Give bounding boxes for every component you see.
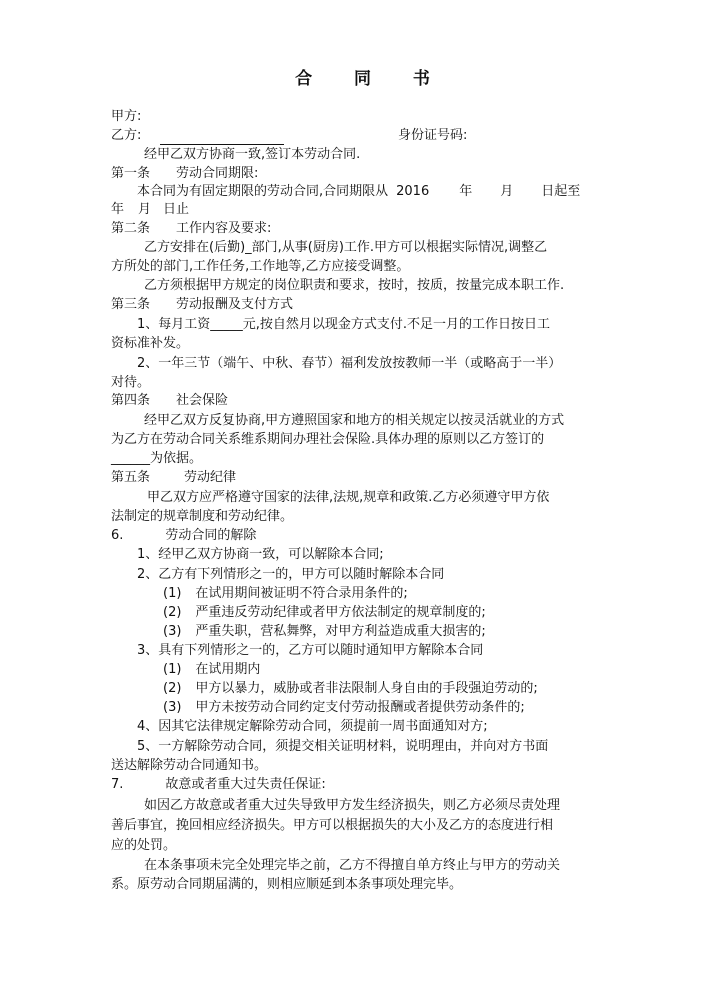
start-day-label: 日起至 (541, 184, 581, 199)
article-6-number: 6. (111, 528, 124, 543)
article-2-heading (111, 220, 271, 238)
page-title (0, 64, 725, 89)
article-3-para-2a: 2、一年三节（端午、中秋、春节）福利发放按教师一半（或略高于一半） (137, 356, 562, 371)
article-3-heading (111, 296, 293, 314)
article-6-item-2: 2、乙方有下列情形之一的，甲方可以随时解除本合同 (137, 567, 445, 582)
id-number-label: 身份证号码: (398, 128, 468, 143)
article-6-item-3: 3、具有下列情形之一的，乙方可以随时通知甲方解除本合同 (137, 643, 484, 658)
party-b-label: 乙方: (111, 128, 142, 143)
article-6-item-5b: 送达解除劳动合同通知书。 (111, 758, 268, 773)
article-5-para-1a: 甲乙双方应严格遵守国家的法律,法规,规章和政策.乙方必须遵守甲方依 (147, 490, 550, 505)
item-text: 在试用期间被证明不符合录用条件的; (195, 586, 408, 601)
article-7-para-2a: 在本条事项未完全处理完毕之前，乙方不得擅自单方终止与甲方的劳动关 (144, 858, 561, 873)
item-text: 甲方未按劳动合同约定支付劳动报酬或者提供劳动条件的; (195, 700, 525, 715)
item-number: (1) (163, 662, 182, 677)
article-2-para-2: 乙方须根据甲方规定的岗位职责和要求，按时，按质，按量完成本职工作. (144, 278, 565, 293)
article-6-item-2-3 (163, 623, 486, 641)
article-6-title: 劳动合同的解除 (165, 528, 257, 543)
item-number: (3) (163, 624, 182, 639)
item-number: (2) (163, 681, 182, 696)
article-2-para-1a: 乙方安排在(后勤)_部门,从事(厨房)工作.甲方可以根据实际情况,调整乙 (144, 240, 548, 255)
article-3-number: 第三条 (111, 297, 151, 312)
article-4-heading: 第四条 社会保险 (111, 393, 229, 408)
article-7-para-1c: 应的处罚。 (111, 838, 177, 853)
article-5-heading (111, 469, 236, 487)
article-4-para-1b: 为乙方在劳动合同关系维系期间办理社会保险.具体办理的原则以乙方签订的 (111, 432, 545, 447)
start-year-label: 年 (459, 184, 473, 199)
article-5-number: 第五条 (111, 470, 151, 485)
article-1-line-2 (111, 201, 189, 219)
item-text: 在试用期内 (195, 662, 261, 677)
article-1-line-1 (137, 183, 580, 201)
title-char-3: 书 (412, 69, 430, 89)
article-6-item-2-1 (163, 585, 408, 603)
article-6-item-3-1 (163, 661, 260, 679)
article-7-title: 故意或者重大过失责任保证: (165, 777, 326, 792)
article-7-para-1a: 如因乙方故意或者重大过失导致甲方发生经济损失，则乙方必须尽责处理 (144, 798, 561, 813)
article-6-item-5a: 5、一方解除劳动合同，须提交相关证明材料，说明理由，并向对方书面 (137, 739, 549, 754)
id-number-line (398, 127, 467, 145)
intro-text: 经甲乙双方协商一致,签订本劳动合同. (144, 147, 361, 162)
item-number: (1) (163, 586, 182, 601)
article-6-item-4: 4、因其它法律规定解除劳动合同，须提前一周书面通知对方; (137, 719, 488, 734)
party-a-label: 甲方: (111, 109, 142, 124)
item-number: (3) (163, 700, 182, 715)
title-char-2: 同 (354, 69, 371, 89)
article-2-title: 工作内容及要求: (176, 221, 272, 236)
article-1-heading (111, 165, 258, 183)
party-b-name-blank (160, 131, 284, 145)
article-3-para-1b: 资标准补发。 (111, 336, 190, 351)
article-3-title: 劳动报酬及支付方式 (176, 297, 294, 312)
start-year: 2016 (396, 184, 430, 199)
article-7-para-2b: 系。原劳动合同期届满的，则相应顺延到本条事项处理完毕。 (111, 877, 463, 892)
article-6-item-1: 1、经甲乙双方协商一致，可以解除本合同; (137, 547, 384, 562)
article-2-para-1b: 方所处的部门,工作任务,工作地等,乙方应接受调整。 (111, 259, 410, 274)
end-day-label: 日止 (163, 202, 190, 217)
article-4-para-1c: ______为依据。 (111, 451, 203, 466)
article-7-heading (111, 776, 326, 794)
end-month-label: 月 (138, 202, 152, 217)
article-3-para-2b: 对待。 (111, 375, 151, 390)
article-5-title: 劳动纪律 (184, 470, 237, 485)
article-1-text: 本合同为有固定期限的劳动合同,合同期限从 (137, 184, 389, 199)
item-text: 严重违反劳动纪律或者甲方依法制定的规章制度的; (195, 605, 486, 620)
article-1-title: 劳动合同期限: (176, 166, 259, 181)
article-7-para-1b: 善后事宜，挽回相应经济损失。甲方可以根据损失的大小及乙方的态度进行相 (111, 818, 554, 833)
start-month-label: 月 (500, 184, 514, 199)
article-5-para-1b: 法制定的规章制度和劳动纪律。 (111, 509, 294, 524)
article-3-para-1a: 1、每月工资_____元,按自然月以现金方式支付.不足一月的工作日按日工 (137, 317, 551, 332)
article-4-para-1a: 经甲乙双方反复协商,甲方遵照国家和地方的相关规定以按灵活就业的方式 (144, 413, 565, 428)
item-text: 甲方以暴力，威胁或者非法限制人身自由的手段强迫劳动的; (195, 681, 538, 696)
article-1-number: 第一条 (111, 166, 151, 181)
article-6-item-2-2 (163, 604, 486, 622)
title-char-1: 合 (295, 69, 313, 89)
item-number: (2) (163, 605, 182, 620)
item-text: 严重失职，营私舞弊，对甲方利益造成重大损害的; (195, 624, 486, 639)
party-b-line (111, 127, 284, 145)
article-6-item-3-3 (163, 699, 525, 717)
end-year-label: 年 (111, 202, 125, 217)
party-a-line (111, 108, 141, 126)
article-6-item-3-2 (163, 680, 538, 698)
article-6-heading (111, 527, 256, 545)
article-2-number: 第二条 (111, 221, 151, 236)
article-7-number: 7. (111, 777, 124, 792)
